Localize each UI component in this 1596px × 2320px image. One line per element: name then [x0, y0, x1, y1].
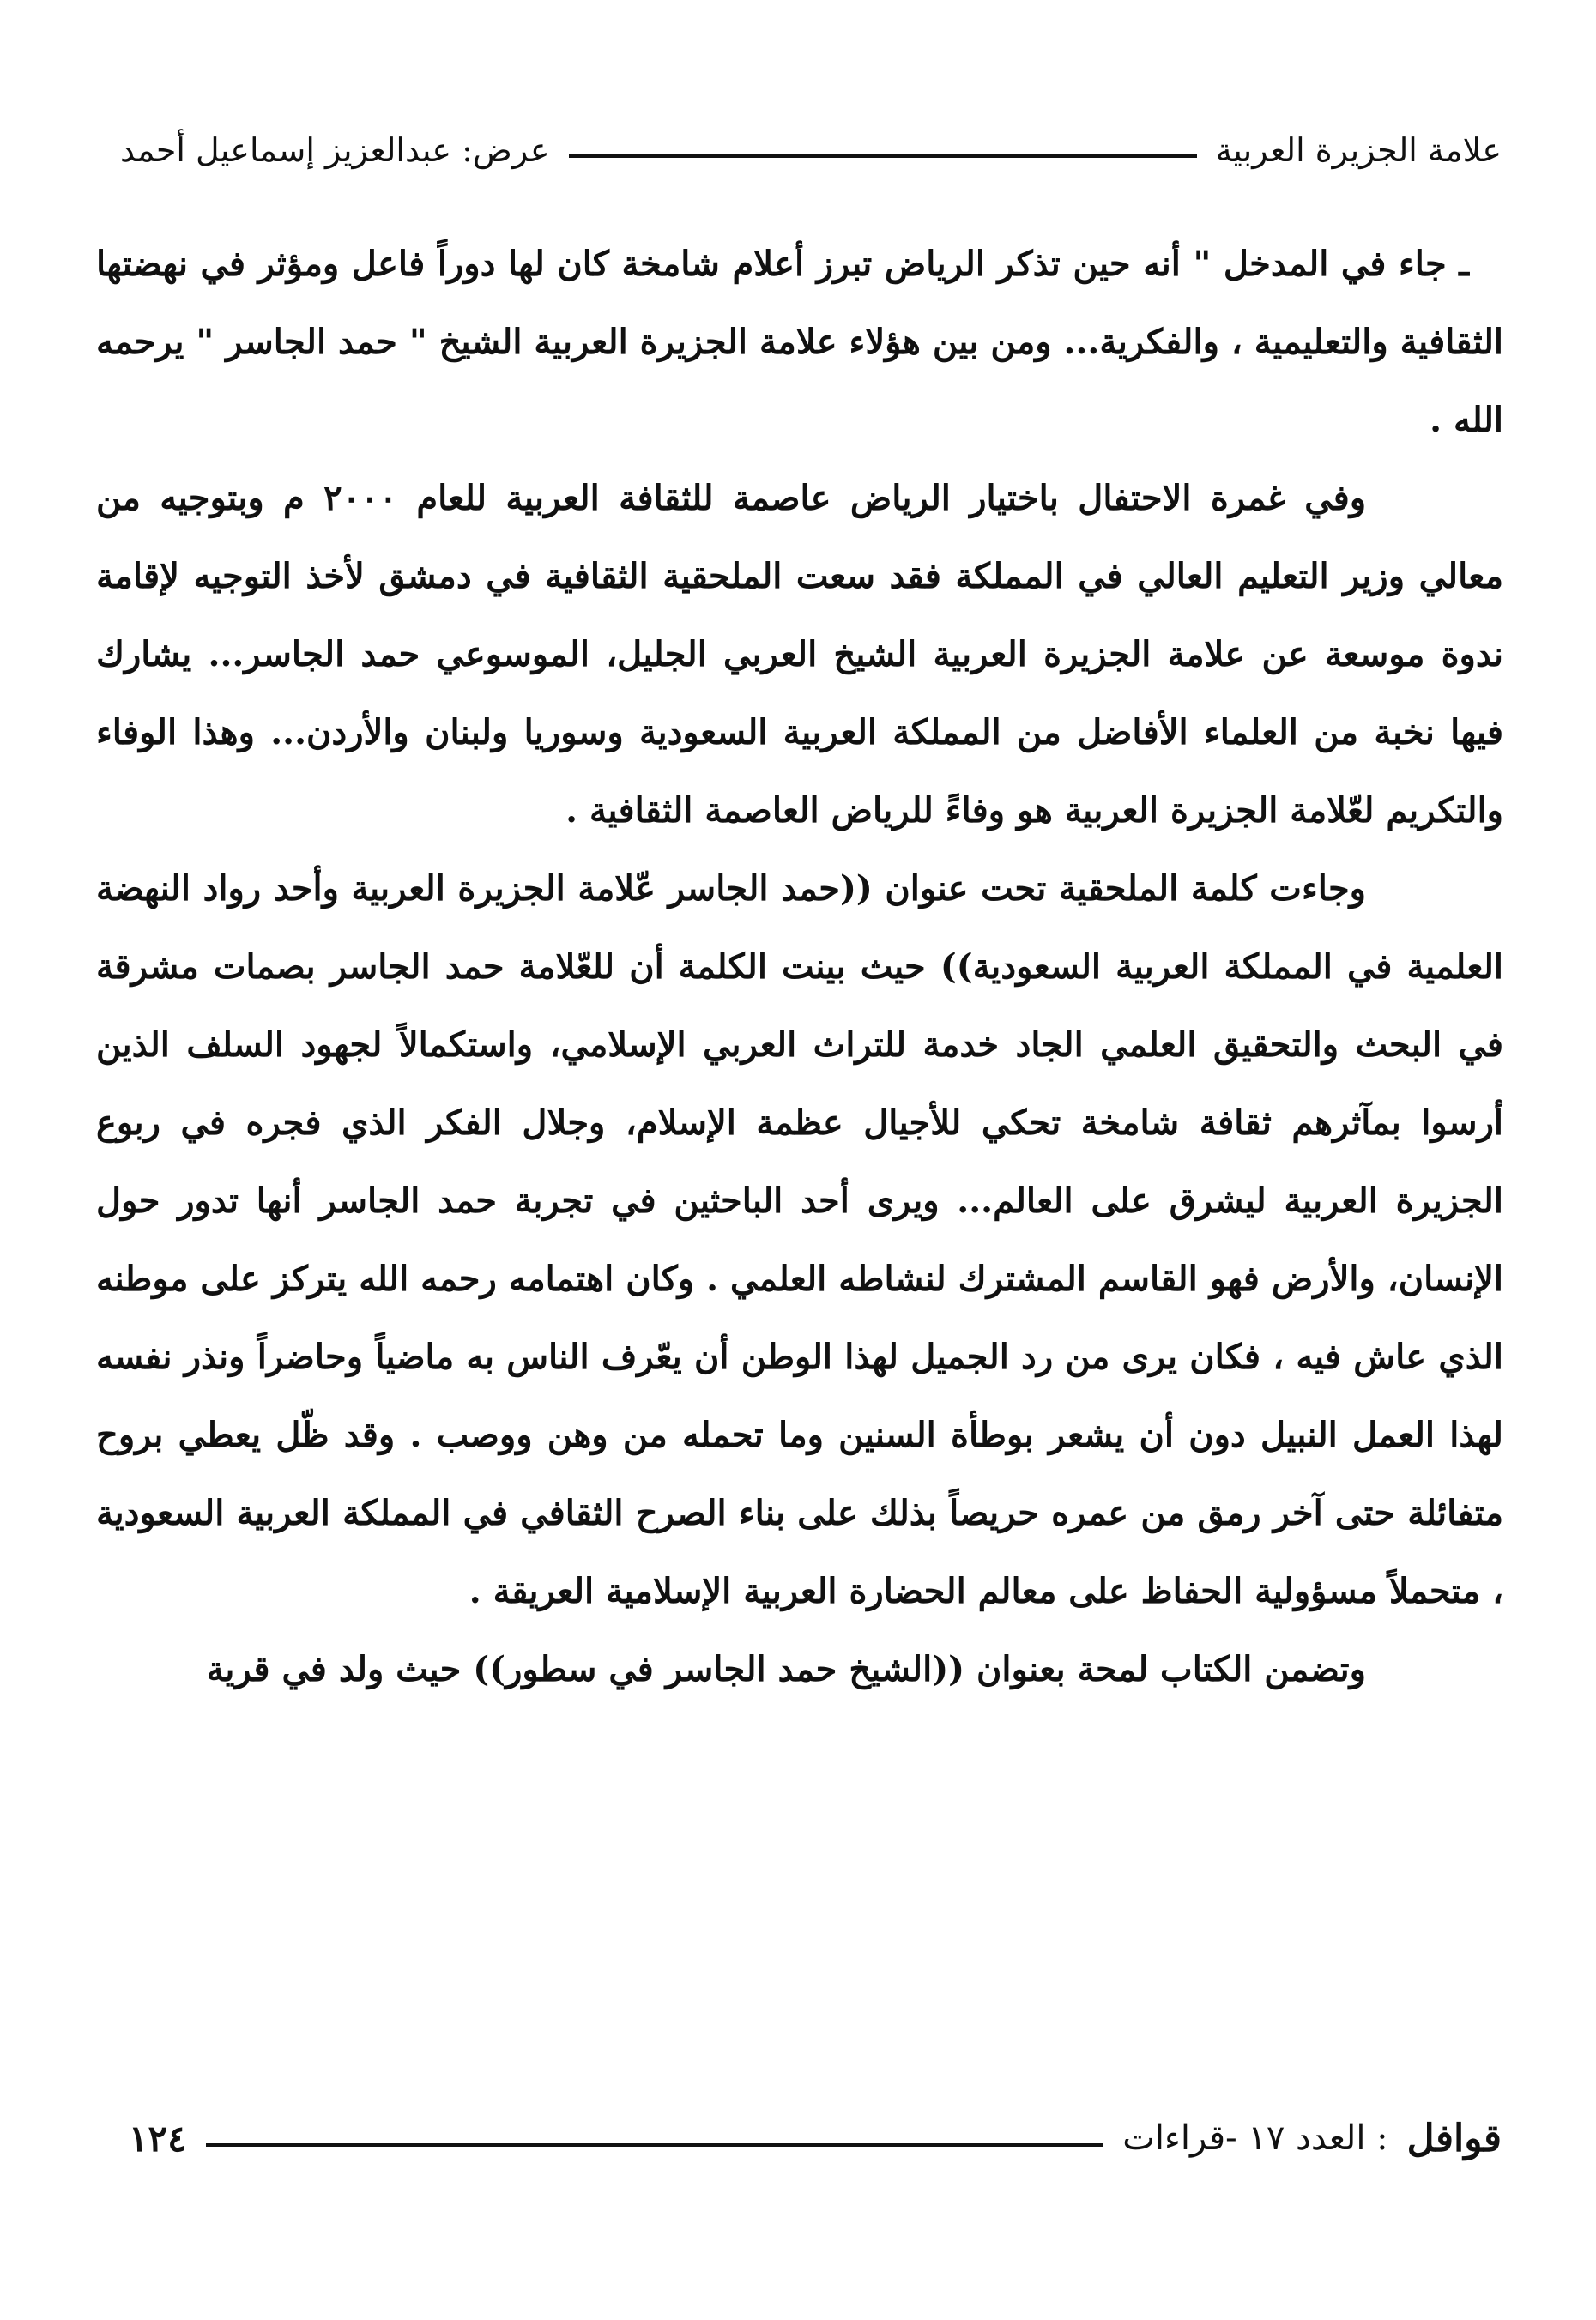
- issue-label: : العدد ١٧ -قراءات: [1122, 2118, 1388, 2158]
- running-footer: [94, 2104, 1502, 2172]
- review-author: عرض: عبدالعزيز إسماعيل أحمد: [120, 131, 550, 169]
- paragraph-4: وتضمن الكتاب لمحة بعنوان ((الشيخ حمد الجاسر في سطور)) حيث ولد في قرية: [206, 1649, 1366, 1689]
- section-title: علامة الجزيرة العربية: [1215, 131, 1502, 169]
- paragraph-2: وفي غمرة الاحتفال باختيار الرياض عاصمة للثقافة العربية للعام ٢٠٠٠ م وبتوجيه من معالي وزير التعليم العالي في المملكة فقد سعت الملحقية الثقافية في دمشق لأخذ التوجيه لإقامة ندوة موسعة عن علامة الجزيرة العربية الشيخ العربي الجليل، الموسوعي حمد الجاسر... يشارك فيها نخبة من العلماء الأفاضل من المملكة العربية السعودية وسوريا ولبنان والأردن... وهذا الوفاء والتكريم لعّلامة الجزيرة العربية هو وفاءً للرياض العاصمة الثقافية .: [96, 478, 1504, 831]
- journal-name: قوافل: [1406, 2116, 1502, 2160]
- paragraph-3: وجاءت كلمة الملحقية تحت عنوان ((حمد الجاسر عّلامة الجزيرة العربية وأحد رواد النهضة العلمية في المملكة العربية السعودية)) حيث بينت الكلمة أن للعّلامة حمد الجاسر بصمات مشرقة في البحث والتحقيق العلمي الجاد خدمة للتراث العربي الإسلامي، واستكمالاً لجهود السلف الذين أرسوا بمآثرهم ثقافة شامخة تحكي للأجيال عظمة الإسلام، وجلال الفكر الذي فجره في ربوع الجزيرة العربية ليشرق على العالم... ويرى أحد الباحثين في تجربة حمد الجاسر أنها تدور حول الإنسان، والأرض فهو القاسم المشترك لنشاطه العلمي . وكان اهتمامه رحمه الله يتركز على موطنه الذي عاش فيه ، فكان يرى من رد الجميل لهذا الوطن أن يعّرف الناس به ماضياً وحاضراً ونذر نفسه لهذا العمل النبيل دون أن يشعر بوطأة السنين وما تحمله من وهن ووصب . وقد ظّل يعطي بروح متفائلة حتى آخر رمق من عمره حريصاً بذلك على بناء الصرح الثقافي في المملكة العربية السعودية ، متحملاً مسؤولية الحفاظ على معالم الحضارة العربية الإسلامية العريقة .: [96, 868, 1503, 1611]
- header-rule: [569, 154, 1197, 158]
- footer-rule: [206, 2143, 1104, 2147]
- article-body: [96, 225, 1503, 1708]
- paragraph-1: ـ جاء في المدخل " أنه حين تذكر الرياض تبرز أعلام شامخة كان لها دوراً فاعل ومؤثر في نهضتها الثقافية والتعليمية ، والفكرية... ومن بين هؤلاء علامة الجزيرة العربية الشيخ " حمد الجاسر " يرحمه الله .: [96, 244, 1503, 440]
- page-number: ١٢٤: [129, 2117, 187, 2160]
- running-header: [120, 120, 1502, 180]
